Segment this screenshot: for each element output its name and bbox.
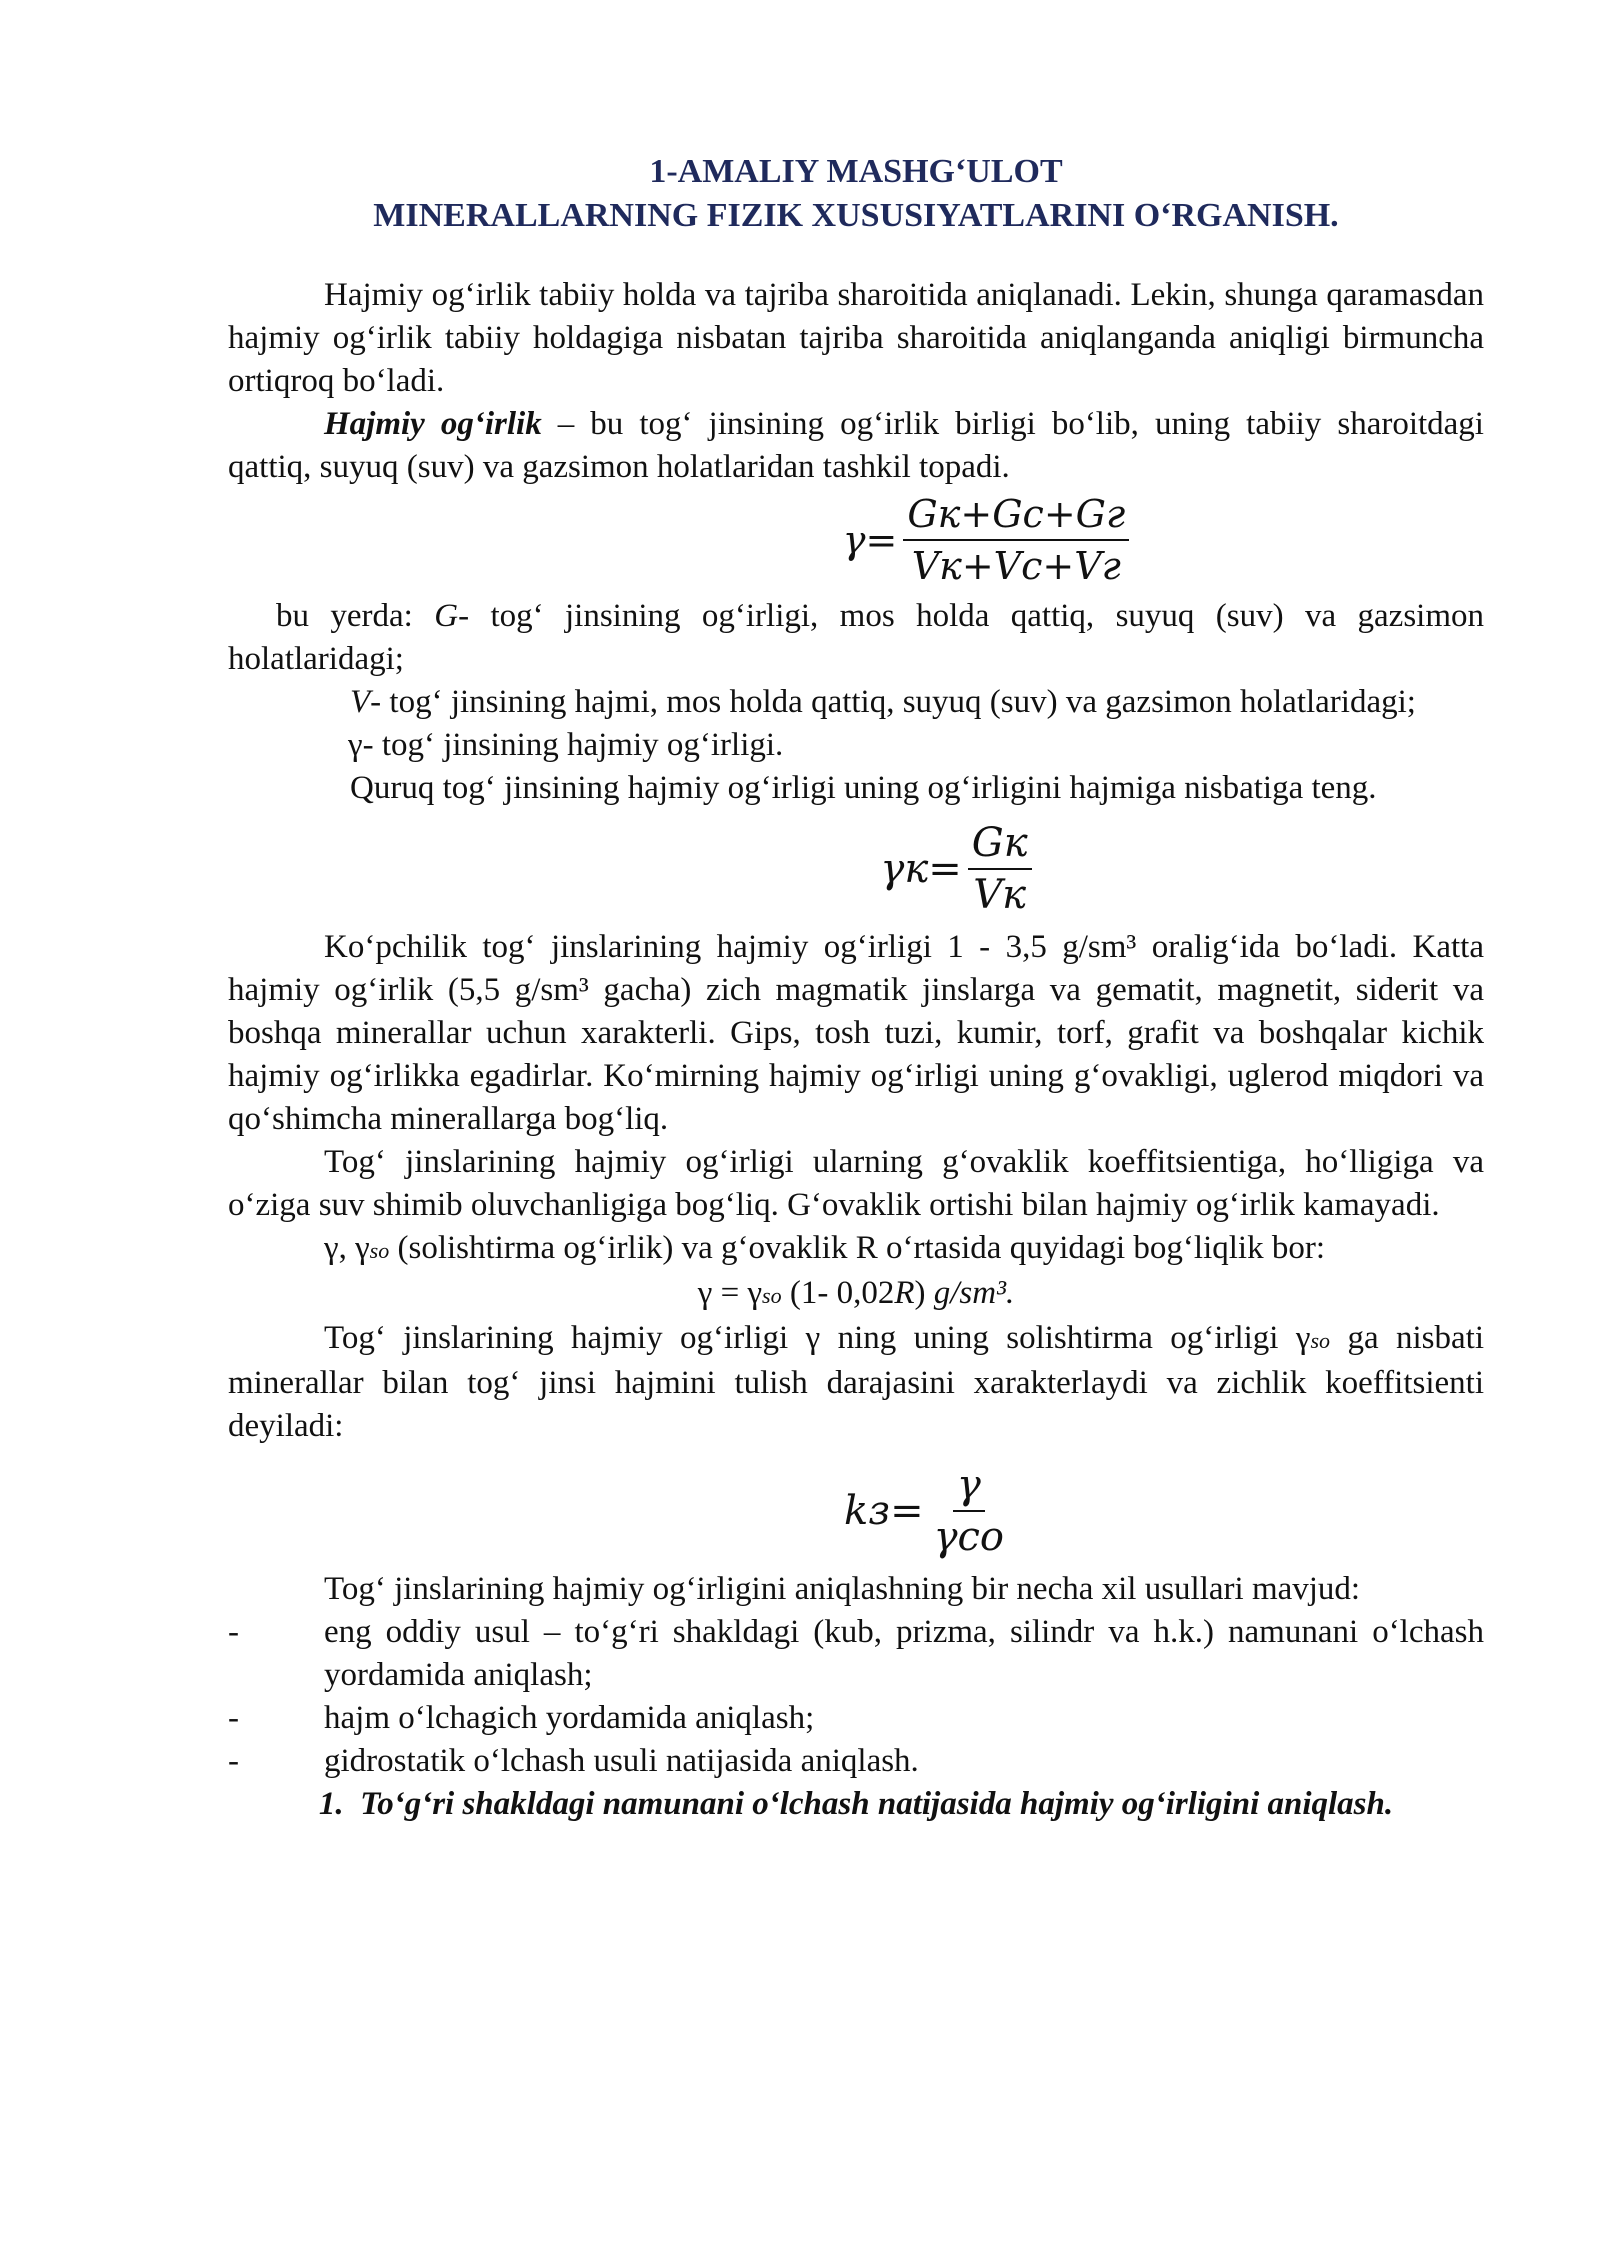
section-heading-number: 1. <box>318 1786 344 1822</box>
paragraph-2 <box>228 403 1484 489</box>
equation-c: ) <box>914 1275 934 1311</box>
list-item <box>228 1697 1484 1740</box>
formula-2-numerator: Gк <box>968 820 1032 870</box>
definition-g-text: - tog‘ jinsining og‘irligi, mos holda qattiq, suyuq (suv) va gazsimon holatlaridagi; <box>228 598 1485 677</box>
formula-3-lhs: kз= <box>844 1487 924 1534</box>
term-hajmiy-ogirlik: Hajmiy og‘irlik <box>324 406 542 442</box>
symbol-g: G <box>434 598 459 634</box>
paragraph-7-b: ga nisbati minerallar bilan tog‘ jinsi hajmini tulish darajasini xarakterlaydi va zichlik koeffitsienti deyiladi: <box>228 1320 1484 1444</box>
list-item-text: gidrostatik o‘lchash usuli natijasida aniqlash. <box>324 1743 919 1779</box>
title-line-1: 1-AMALIY MASHG‘ULOT <box>649 153 1063 190</box>
equation-sub: so <box>762 1283 782 1308</box>
formula-2-lhs: γк= <box>880 845 962 892</box>
formula-3-numerator: γ <box>953 1462 985 1512</box>
list-dash: - <box>228 1743 239 1779</box>
list-item <box>228 1740 1484 1783</box>
formula-1-lhs: γ= <box>842 517 898 562</box>
paragraph-7 <box>228 1317 1484 1448</box>
paragraph-3: Quruq tog‘ jinsining hajmiy og‘irligi uning og‘irligini hajmiga nisbatiga teng. <box>350 770 1377 806</box>
equation-line <box>228 1272 1484 1317</box>
title-line-2: MINERALLARNING FIZIK XUSUSIYATLARINI O‘RGANISH. <box>373 197 1339 234</box>
section-heading-1 <box>228 1783 1484 1826</box>
formula-density-coefficient <box>368 1462 1484 1560</box>
symbol-v: V <box>350 684 371 720</box>
formula-3-fraction <box>930 1462 1008 1560</box>
equation-b: (1- 0,02 <box>781 1275 895 1311</box>
formula-1-denominator: Vк+Vс+Vг <box>911 544 1121 588</box>
list-item <box>228 1611 1484 1697</box>
definition-g-prefix: bu yerda: <box>276 598 435 634</box>
paragraph-2-text: – bu tog‘ jinsining og‘irlik birligi bo‘lib, uning tabiiy sharoitdagi qattiq, suyuq (suv) va gazsimon holatlaridan tashkil topadi. <box>228 406 1484 485</box>
paragraph-6-a: γ, γ <box>324 1230 370 1266</box>
list-item-text: eng oddiy usul – to‘g‘ri shakldagi (kub, prizma, silindr va h.k.) namunani o‘lchash yordamida aniqlash; <box>324 1614 1484 1693</box>
list-item-text: hajm o‘lchagich yordamida aniqlash; <box>324 1700 815 1736</box>
definition-v-text: - tog‘ jinsining hajmi, mos holda qattiq, suyuq (suv) va gazsimon holatlaridagi; <box>370 684 1416 720</box>
section-heading-text: To‘g‘ri shakldagi namunani o‘lchash natijasida hajmiy og‘irligini aniqlash. <box>360 1786 1394 1822</box>
formula-1-numerator: Gк+Gс+Gг <box>903 491 1129 541</box>
formula-2-denominator: Vк <box>973 872 1027 918</box>
equation-a: γ = γ <box>697 1275 763 1311</box>
formula-3-denominator: γco <box>933 1514 1004 1560</box>
list-dash: - <box>228 1614 239 1650</box>
paragraph-6-sub: so <box>369 1238 390 1263</box>
paragraph-7-a: Tog‘ jinslarining hajmiy og‘irligi γ ning uning solishtirma og‘irligi γ <box>324 1320 1311 1356</box>
definition-gamma: γ- tog‘ jinsining hajmiy og‘irligi. <box>348 727 784 763</box>
list-dash: - <box>228 1700 239 1736</box>
paragraph-6 <box>228 1227 1484 1272</box>
formula-volume-weight <box>488 491 1484 589</box>
paragraph-4: Ko‘pchilik tog‘ jinslarining hajmiy og‘irligi 1 - 3,5 g/sm³ oralig‘ida bo‘ladi. Katta hajmiy og‘irlik (5,5 g/sm³ gacha) zich magmatik jinslarga va gematit, magnetit, siderit va boshqa minerallar uchun xarakterli. Gips, tosh tuzi, kumir, torf, grafit va boshqalar kichik hajmiy og‘irlikka egadirlar. Ko‘mirning hajmiy og‘irligi uning g‘ovakligi, uglerod miqdori va qo‘shimcha minerallarga bog‘liq. <box>228 929 1484 1137</box>
document-title <box>228 150 1484 238</box>
definition-g <box>228 595 1484 681</box>
paragraph-5: Tog‘ jinslarining hajmiy og‘irligi ularning g‘ovaklik koeffitsientiga, ho‘lligiga va o‘ziga suv shimib oluvchanligiga bog‘liq. G‘ovaklik ortishi bilan hajmiy og‘irlik kamayadi. <box>228 1144 1484 1223</box>
paragraph-6-b: (solishtirma og‘irlik) va g‘ovaklik R o‘rtasida quyidagi bog‘liqlik bor: <box>389 1230 1325 1266</box>
formula-1-fraction <box>903 491 1129 589</box>
definition-v <box>228 681 1484 724</box>
paragraph-8: Tog‘ jinslarining hajmiy og‘irligini aniqlashning bir necha xil usullari mavjud: <box>324 1571 1361 1607</box>
formula-2-fraction <box>968 820 1032 918</box>
paragraph-7-sub: so <box>1310 1328 1331 1353</box>
equation-unit: g/sm³. <box>933 1275 1015 1311</box>
formula-dry-volume-weight <box>428 820 1484 918</box>
equation-r: R <box>894 1275 915 1311</box>
document-page <box>228 150 1484 1826</box>
paragraph-1: Hajmiy og‘irlik tabiiy holda va tajriba sharoitida aniqlanadi. Lekin, shunga qaramasdan hajmiy og‘irlik tabiiy holdagiga nisbatan tajriba sharoitida aniqlanganda aniqligi birmuncha ortiqroq bo‘ladi. <box>228 277 1484 399</box>
